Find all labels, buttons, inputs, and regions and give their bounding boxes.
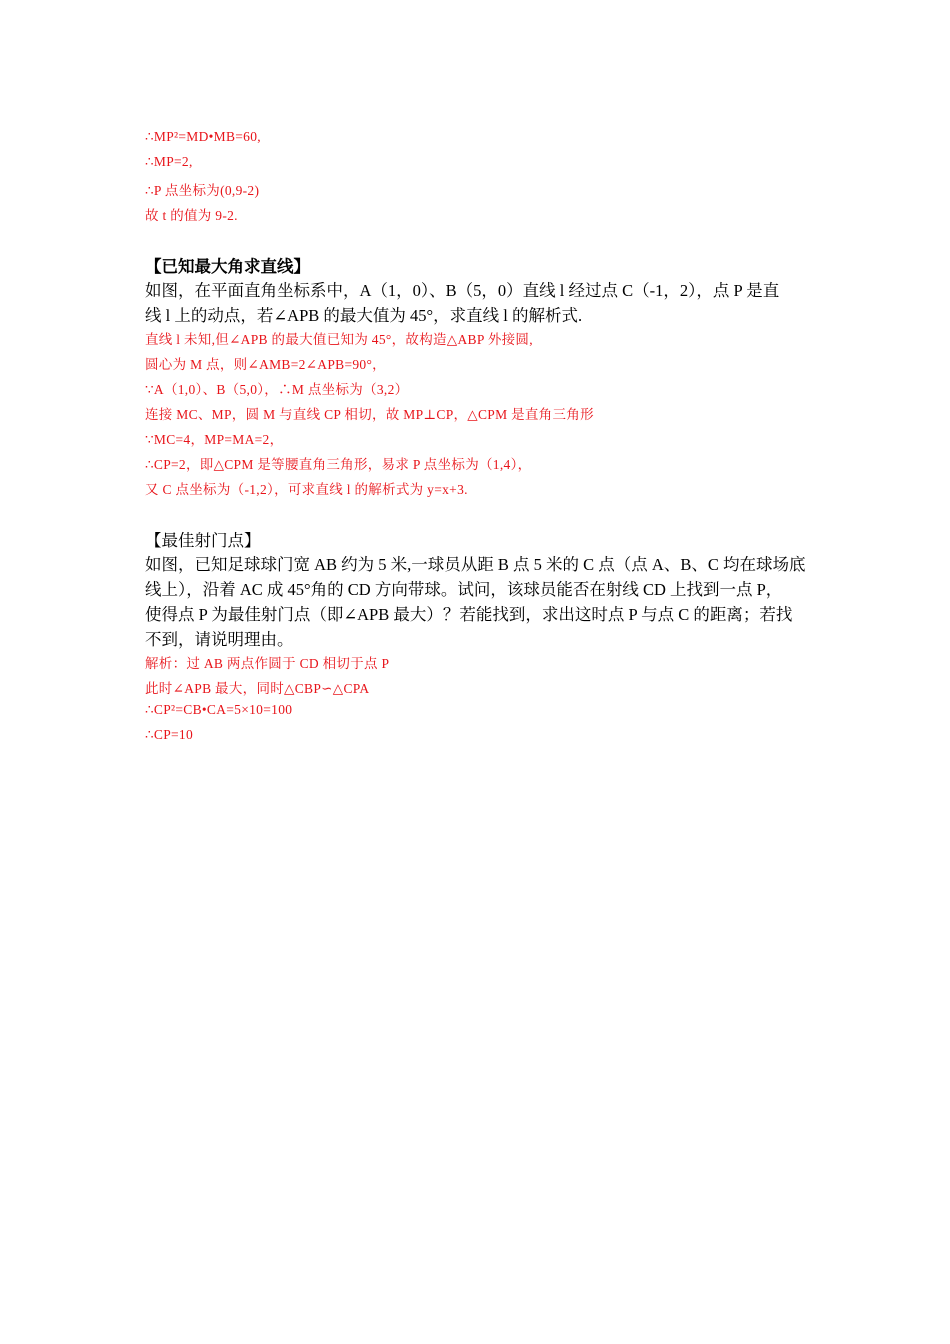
solution-line: 直线 l 未知,但∠APB 的最大值已知为 45°，故构造△ABP 外接圆, bbox=[145, 332, 533, 347]
solution-line: ∵A（1,0）、B（5,0），∴M 点坐标为（3,2） bbox=[145, 382, 409, 397]
problem-line: 如图，已知足球球门宽 AB 约为 5 米,一球员从距 B 点 5 米的 C 点（点 A、B、C 均在球场底 bbox=[145, 555, 806, 574]
solution-line: ∴CP=2，即△CPM 是等腰直角三角形，易求 P 点坐标为（1,4）， bbox=[145, 457, 532, 472]
problem-line: 如图，在平面直角坐标系中，A（1，0）、B（5，0）直线 l 经过点 C（-1，2），点 P 是直 bbox=[145, 281, 780, 300]
solution-line: 连接 MC、MP，圆 M 与直线 CP 相切，故 MP⊥CP，△CPM 是直角三角形 bbox=[145, 407, 594, 422]
problem-line: 线 l 上的动点，若∠APB 的最大值为 45°，求直线 l 的解析式. bbox=[145, 306, 583, 325]
solution-line: ∴CP=10 bbox=[145, 727, 194, 742]
section-heading: 【已知最大角求直线】 bbox=[145, 257, 310, 276]
section-heading: 【最佳射门点】 bbox=[145, 531, 261, 550]
solution-line: ∵MC=4，MP=MA=2， bbox=[145, 432, 284, 447]
solution-line: ∴CP²=CB•CA=5×10=100 bbox=[145, 702, 293, 717]
problem-line: 使得点 P 为最佳射门点（即∠APB 最大）？若能找到，求出这时点 P 与点 C 的距离；若找 bbox=[145, 605, 793, 624]
solution-line: 此时∠APB 最大，同时△CBP∽△CPA bbox=[145, 681, 370, 696]
solution-line: ∴MP=2, bbox=[145, 154, 193, 169]
solution-line: 又 C 点坐标为（-1,2），可求直线 l 的解析式为 y=x+3. bbox=[145, 482, 468, 497]
solution-line: 故 t 的值为 9-2. bbox=[145, 208, 238, 223]
solution-line: ∴P 点坐标为(0,9-2) bbox=[145, 183, 260, 198]
solution-line: 圆心为 M 点，则∠AMB=2∠APB=90°， bbox=[145, 357, 386, 372]
solution-line: ∴MP²=MD•MB=60, bbox=[145, 129, 261, 144]
problem-line: 线上），沿着 AC 成 45°角的 CD 方向带球。试问，该球员能否在射线 CD 上找到一点 P， bbox=[145, 580, 783, 599]
solution-line: 解析：过 AB 两点作圆于 CD 相切于点 P bbox=[145, 656, 390, 671]
problem-line: 不到，请说明理由。 bbox=[145, 630, 294, 649]
